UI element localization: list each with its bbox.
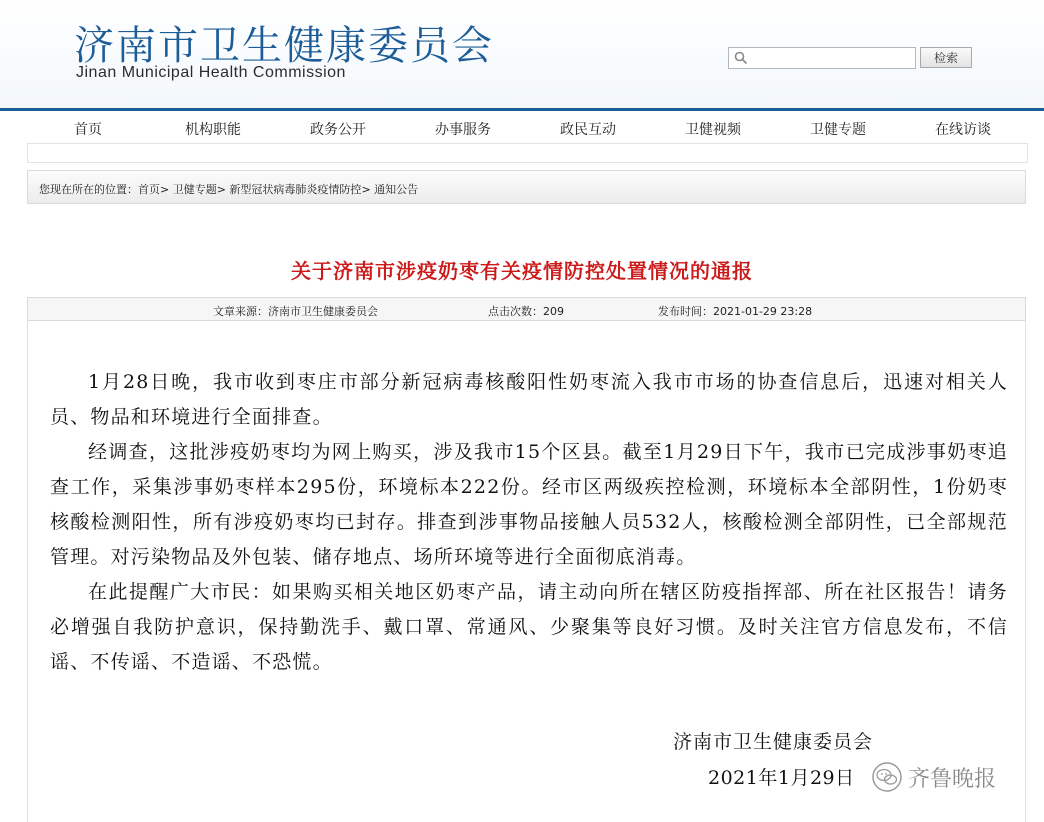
breadcrumb [27,170,1026,204]
article-title: 关于济南市涉疫奶枣有关疫情防控处置情况的通报 [291,259,753,283]
article-paragraph: 在此提醒广大市民：如果购买相关地区奶枣产品，请主动向所在辖区防疫指挥部、所在社区报告！请务必增强自我防护意识，保持勤洗手、戴口罩、常通风、少聚集等良好习惯。及时关注官方信息发布，不信谣、不传谣、不造谣、不恐慌。 [50,581,1008,673]
breadcrumb-separator: > [160,183,170,196]
article-body [50,365,1008,680]
search-button[interactable]: 检索 [920,47,972,68]
site-header [0,0,1044,108]
article-sign-date: 2021年1月29日 [708,767,855,789]
article-paragraph: 1月28日晚，我市收到枣庄市部分新冠病毒核酸阳性奶枣流入我市市场的协查信息后，迅速对相关人员、物品和环境进行全面排查。 [50,371,1008,428]
nav-item-services[interactable]: 办事服务 [435,122,491,138]
subnav-bar [27,143,1028,163]
nav-item-interaction[interactable]: 政民互动 [560,122,616,138]
meta-views-value: 209 [543,305,564,318]
main-nav [0,111,1044,143]
nav-item-gov-affairs[interactable]: 政务公开 [310,122,366,138]
nav-item-functions[interactable]: 机构职能 [185,122,241,138]
breadcrumb-separator: > [361,183,371,196]
breadcrumb-separator: > [216,183,226,196]
meta-source [213,303,378,319]
meta-date-label: 发布时间： [658,305,713,318]
article-signature: 济南市卫生健康委员会 [673,731,874,753]
search-box[interactable] [728,47,916,69]
meta-source-value: 济南市卫生健康委员会 [268,305,378,318]
nav-item-topics[interactable]: 卫健专题 [810,122,866,138]
search-input[interactable] [753,48,909,68]
nav-item-interviews[interactable]: 在线访谈 [935,122,991,138]
search-icon [734,51,748,65]
breadcrumb-prefix: 您现在所在的位置： [39,183,138,196]
meta-date-value: 2021-01-29 23:28 [713,305,813,318]
article-meta [27,297,1026,321]
article-paragraph: 经调查，这批涉疫奶枣均为网上购买，涉及我市15个区县。截至1月29日下午，我市已完成涉事奶枣追查工作，采集涉事奶枣样本295份，环境标本222份。经市区两级疾控检测，环境标本全部阴性，1份奶枣核酸检测阳性，所有涉疫奶枣均已封存。排查到涉事物品接触人员532人，核酸检测全部阴性，已全部规范管理。对污染物品及外包装、储存地点、场所环境等进行全面彻底消毒。 [50,441,1008,568]
breadcrumb-item-covid[interactable]: 新型冠状病毒肺炎疫情防控 [229,183,362,196]
site-subtitle: Jinan Municipal Health Commission [76,64,346,81]
breadcrumb-item-notices[interactable]: 通知公告 [374,183,419,196]
meta-views [488,303,564,319]
meta-source-label: 文章来源： [213,305,268,318]
watermark [872,760,996,794]
wechat-logo-icon [872,762,902,792]
nav-item-home[interactable]: 首页 [74,122,102,138]
nav-item-videos[interactable]: 卫健视频 [685,122,741,138]
meta-views-label: 点击次数： [488,305,543,318]
site-title[interactable]: 济南市卫生健康委员会 [74,23,494,69]
breadcrumb-item-topics[interactable]: 卫健专题 [172,183,217,196]
breadcrumb-item-home[interactable]: 首页 [138,183,160,196]
watermark-text: 齐鲁晚报 [908,766,997,792]
meta-date [658,303,812,319]
